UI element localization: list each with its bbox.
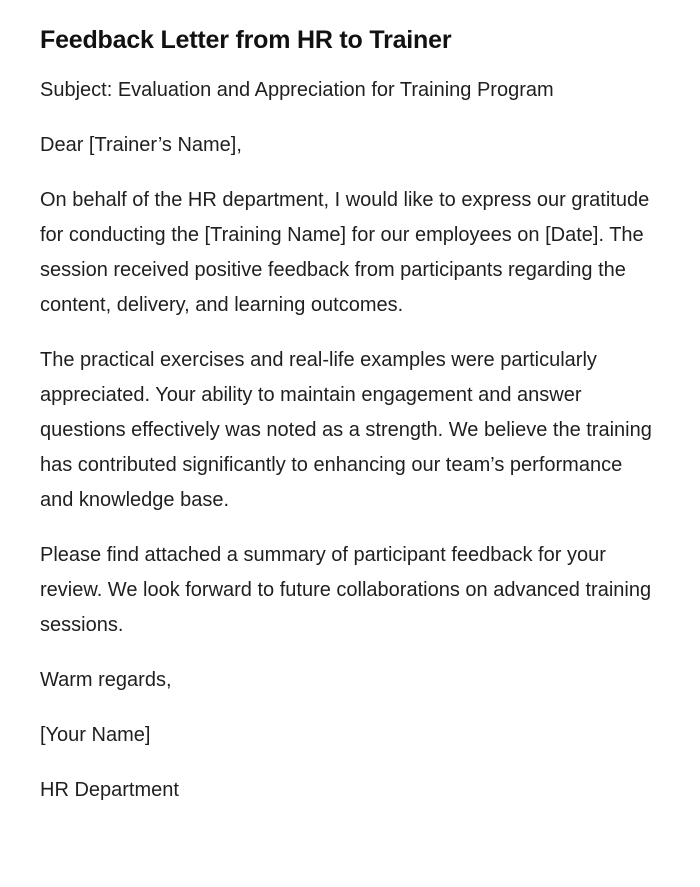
letter-sender-name: [Your Name] xyxy=(40,724,151,746)
letter-paragraph-1: On behalf of the HR department, I would like to express our gratitude for conducting the [Training Name] for our employees on [Date]. The session received positive feedback from participants regarding the content, delivery, and learning outcomes. xyxy=(40,189,650,316)
letter-subject: Subject: Evaluation and Appreciation for Training Program xyxy=(40,79,554,101)
letter-title: Feedback Letter from HR to Trainer xyxy=(40,26,452,54)
letter-paragraph-2: The practical exercises and real-life examples were particularly appreciated. Your ability to maintain engagement and answer questions effectively was noted as a strength. We believe the training has contributed significantly to enhancing our team’s performance and knowledge base. xyxy=(40,349,652,511)
letter-paragraph-3: Please find attached a summary of participant feedback for your review. We look forward to future collaborations on advanced training sessions. xyxy=(40,544,652,636)
letter-sender-department: HR Department xyxy=(40,779,179,801)
letter-salutation: Dear [Trainer’s Name], xyxy=(40,134,242,156)
letter-closing: Warm regards, xyxy=(40,669,172,691)
